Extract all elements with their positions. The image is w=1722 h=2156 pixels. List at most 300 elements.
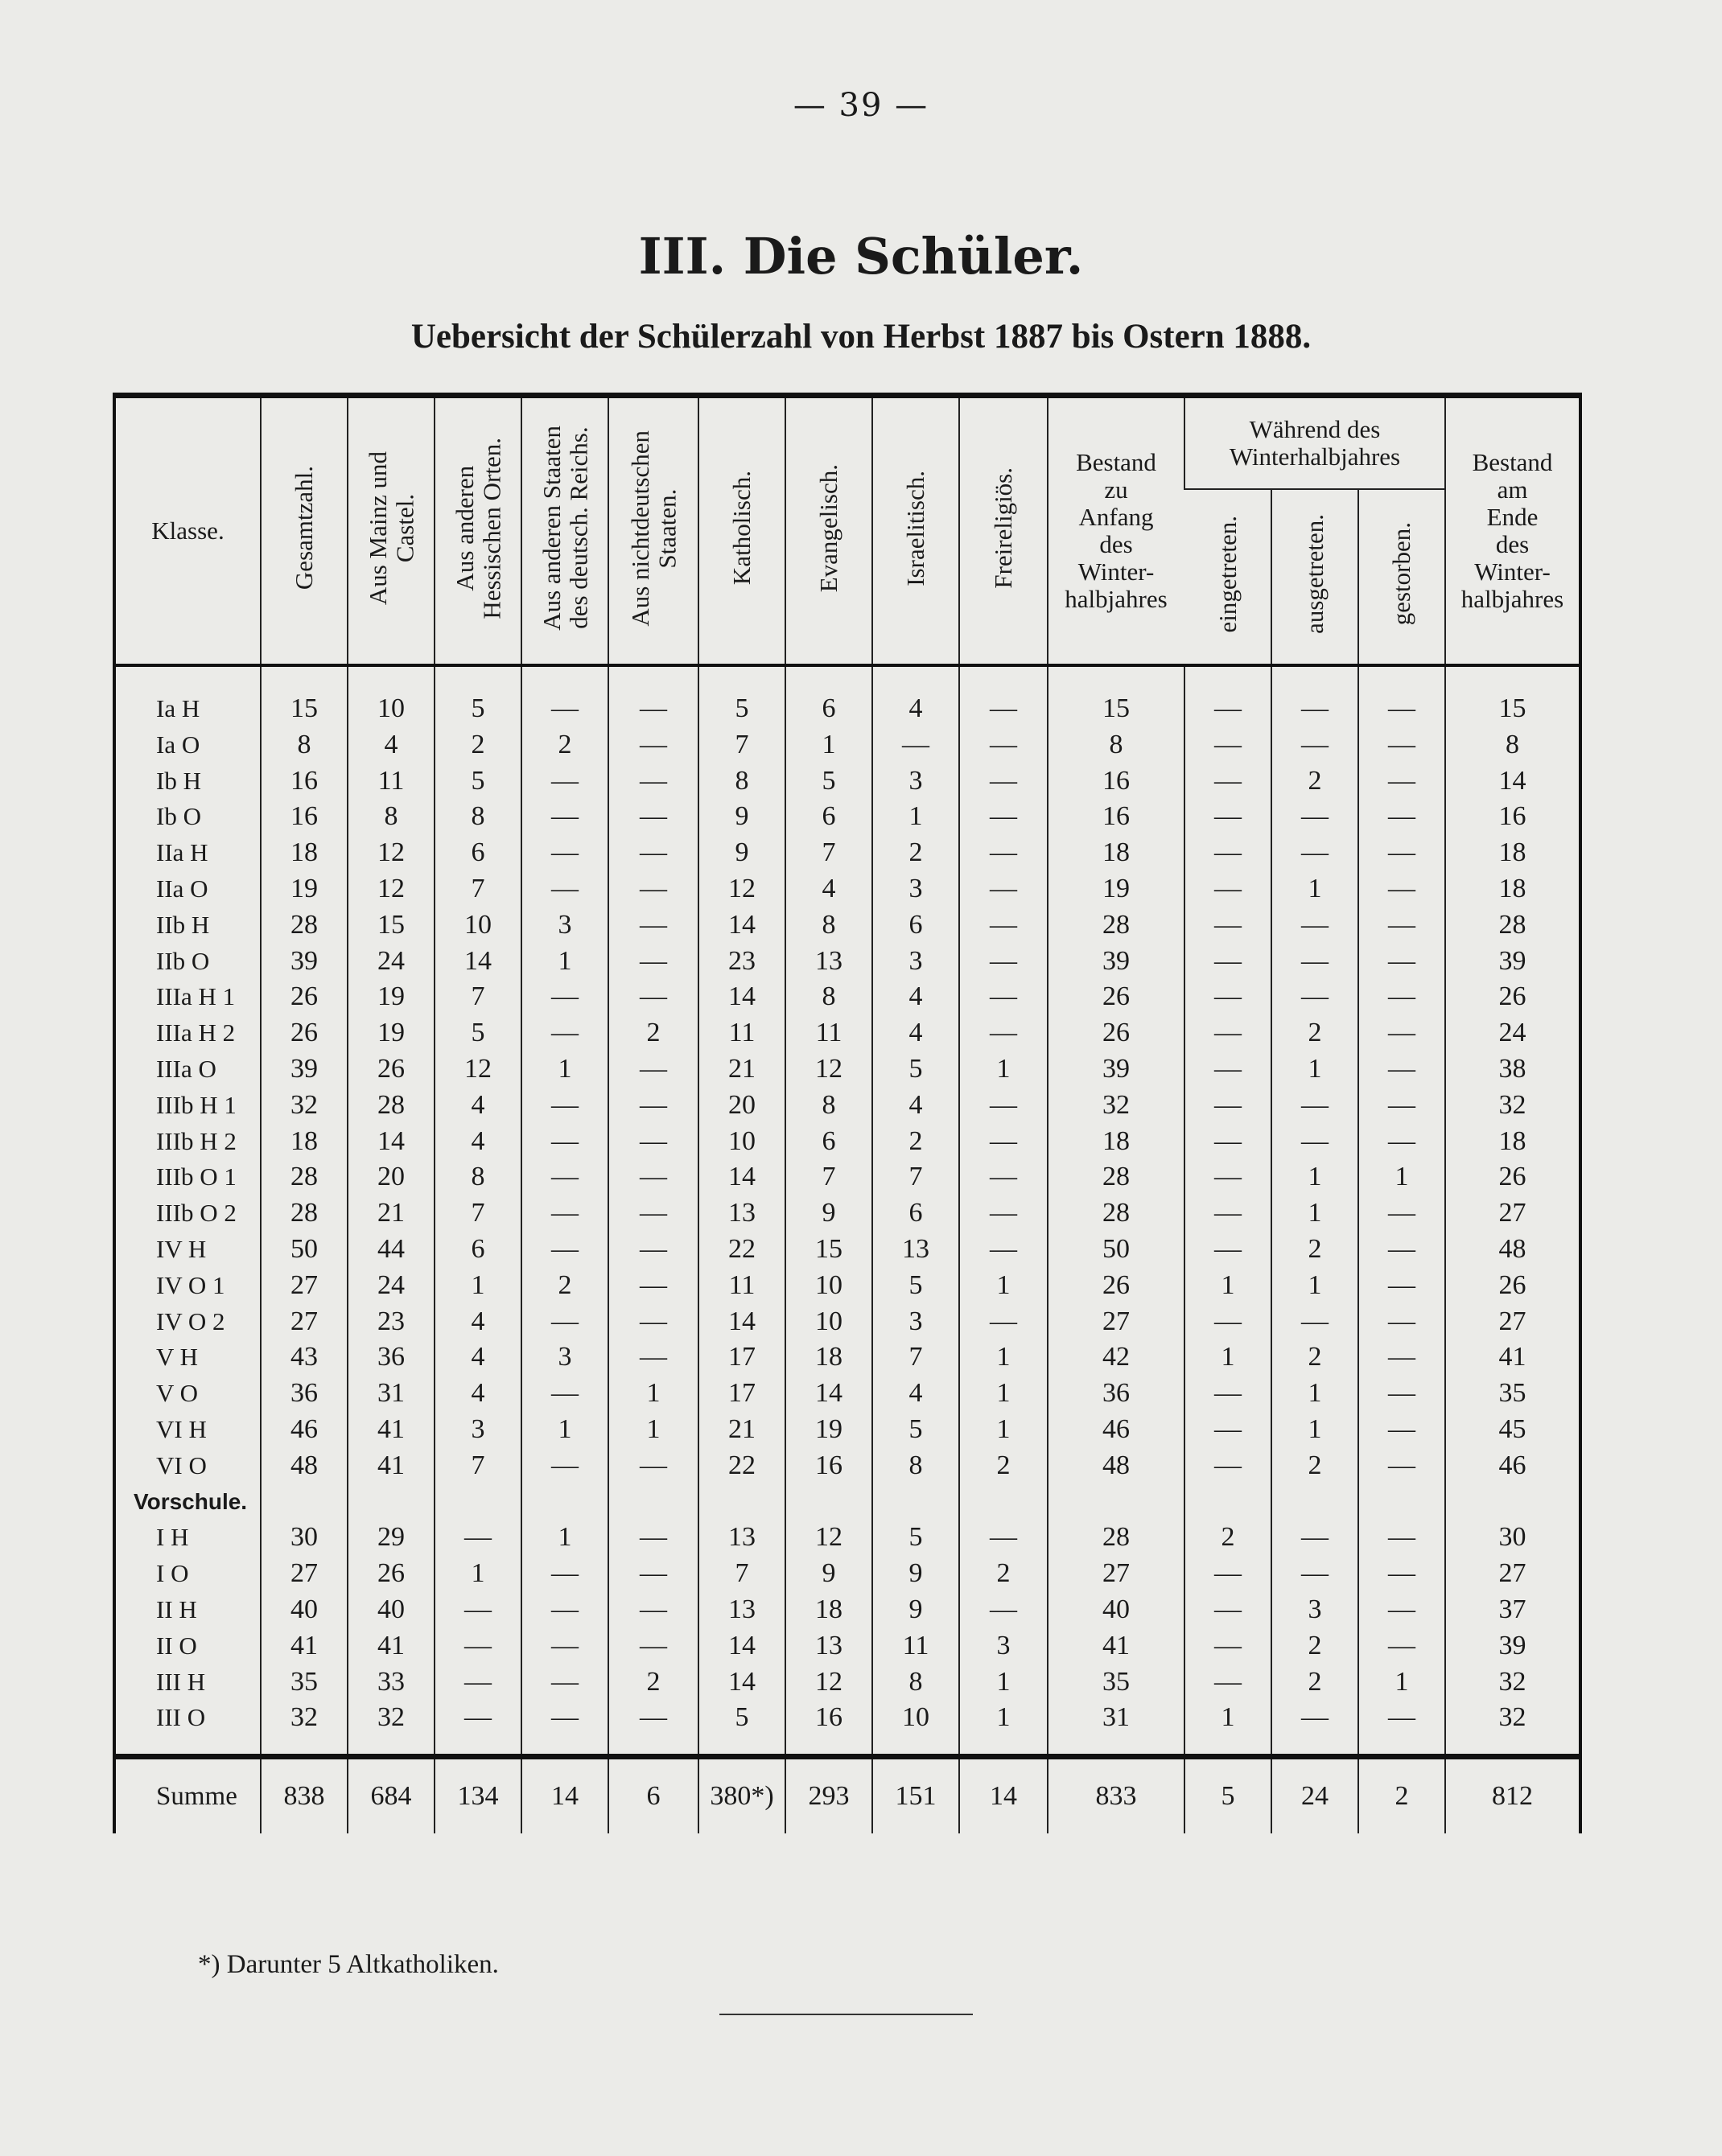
table-cell: 1 xyxy=(435,1556,521,1592)
table-cell: 3 xyxy=(959,1628,1048,1664)
table-cell: — xyxy=(608,1628,698,1664)
table-cell: — xyxy=(1358,1232,1445,1268)
table-cell: 7 xyxy=(785,835,872,871)
table-cell: 22 xyxy=(698,1232,785,1268)
table-cell: — xyxy=(1271,1520,1358,1556)
table-cell: — xyxy=(1184,1124,1271,1160)
cell-klasse: I H xyxy=(156,1523,189,1552)
table-cell: — xyxy=(1184,1304,1271,1340)
table-cell: — xyxy=(608,1124,698,1160)
header-mainz: Aus Mainz und Castel. xyxy=(348,396,435,666)
table-cell: 1 xyxy=(1184,1700,1271,1756)
cell-klasse: V H xyxy=(156,1343,198,1372)
table-cell: 12 xyxy=(435,1051,521,1088)
table-cell: — xyxy=(608,1339,698,1376)
header-ausgetreten: ausgetreten. xyxy=(1271,489,1358,665)
table-row xyxy=(114,1232,1580,1268)
table-row xyxy=(114,1664,1580,1701)
table-cell: 32 xyxy=(261,1700,348,1756)
table-cell: 11 xyxy=(872,1628,959,1664)
table-cell: 26 xyxy=(1445,979,1580,1015)
cell-klasse: IIIa H 2 xyxy=(156,1018,236,1047)
table-cell: — xyxy=(1184,1015,1271,1051)
table-cell: — xyxy=(608,835,698,871)
page-number: — 39 — xyxy=(793,87,929,124)
table-cell: — xyxy=(521,799,608,835)
table-cell: — xyxy=(435,1628,521,1664)
table-cell: — xyxy=(608,1159,698,1195)
table-cell: 15 xyxy=(261,665,348,727)
table-cell: 24 xyxy=(348,944,435,980)
table-cell: — xyxy=(1358,1556,1445,1592)
table-cell: — xyxy=(1358,979,1445,1015)
table-cell: — xyxy=(521,1088,608,1124)
table-cell: 14 xyxy=(698,1664,785,1701)
table-cell: 15 xyxy=(1048,665,1184,727)
table-cell: 4 xyxy=(872,665,959,727)
table-cell: 5 xyxy=(785,763,872,800)
table-cell: 28 xyxy=(1048,1520,1184,1556)
table-cell: 14 xyxy=(348,1124,435,1160)
section-title: III. Die Schüler. xyxy=(638,227,1084,286)
table-cell: 6 xyxy=(435,835,521,871)
cell-klasse: IV O 1 xyxy=(156,1270,225,1299)
table-cell: — xyxy=(959,799,1048,835)
table-cell: — xyxy=(1358,1376,1445,1412)
table-cell: — xyxy=(608,1304,698,1340)
table-cell: — xyxy=(608,871,698,907)
table-cell: — xyxy=(1184,1051,1271,1088)
table-cell: 26 xyxy=(1048,979,1184,1015)
table-cell: 39 xyxy=(1445,1628,1580,1664)
table-cell: 39 xyxy=(261,1051,348,1088)
table-cell: 8 xyxy=(785,907,872,944)
table-cell: — xyxy=(959,763,1048,800)
table-row xyxy=(114,1195,1580,1232)
table-cell: 48 xyxy=(261,1448,348,1484)
table-row xyxy=(114,1628,1580,1664)
table-footer xyxy=(114,1757,1580,1834)
statistics-table-wrapper xyxy=(113,393,1577,1833)
table-cell: — xyxy=(1184,835,1271,871)
table-body xyxy=(114,665,1580,1757)
header-hessisch: Aus anderen Hessischen Orten. xyxy=(435,396,521,666)
table-cell: 16 xyxy=(785,1700,872,1756)
table-cell: 27 xyxy=(1048,1556,1184,1592)
table-cell: 2 xyxy=(521,1268,608,1304)
table-cell: 10 xyxy=(785,1268,872,1304)
table-cell: 9 xyxy=(785,1556,872,1592)
cell-klasse: IIa H xyxy=(156,838,208,867)
table-cell: 2 xyxy=(872,835,959,871)
divider-line xyxy=(719,2014,973,2015)
table-row xyxy=(114,835,1580,871)
table-cell: — xyxy=(1271,944,1358,980)
table-cell: — xyxy=(1271,1700,1358,1756)
table-cell: — xyxy=(608,907,698,944)
table-cell: — xyxy=(1184,1195,1271,1232)
header-eingetreten: eingetreten. xyxy=(1184,489,1271,665)
table-cell: — xyxy=(1358,1339,1445,1376)
table-cell: 27 xyxy=(261,1304,348,1340)
table-cell: 2 xyxy=(435,727,521,763)
table-cell: — xyxy=(1184,979,1271,1015)
cell-klasse: V O xyxy=(156,1379,198,1408)
table-cell: — xyxy=(608,1700,698,1756)
table-cell: — xyxy=(1358,665,1445,727)
table-cell: — xyxy=(1271,799,1358,835)
table-cell: — xyxy=(521,1195,608,1232)
table-cell: 4 xyxy=(435,1339,521,1376)
table-cell: 48 xyxy=(1445,1232,1580,1268)
cell-klasse: IIIb O 2 xyxy=(156,1199,237,1228)
table-cell: — xyxy=(608,1232,698,1268)
table-cell: 3 xyxy=(1271,1592,1358,1628)
table-cell: 812 xyxy=(1445,1757,1580,1834)
cell-klasse: IIIa O xyxy=(156,1054,216,1083)
table-row xyxy=(114,1159,1580,1195)
table-cell: 1 xyxy=(959,1339,1048,1376)
table-row xyxy=(114,944,1580,980)
cell-klasse: II O xyxy=(156,1631,197,1660)
table-cell: 40 xyxy=(1048,1592,1184,1628)
table-cell: — xyxy=(959,907,1048,944)
table-cell: — xyxy=(959,1159,1048,1195)
table-cell: 14 xyxy=(698,979,785,1015)
cell-klasse: IV O 2 xyxy=(156,1306,225,1335)
empty-cell xyxy=(261,1484,348,1520)
table-cell: — xyxy=(1184,944,1271,980)
table-cell: 19 xyxy=(785,1412,872,1448)
table-cell: 35 xyxy=(1445,1376,1580,1412)
table-cell: 4 xyxy=(435,1304,521,1340)
table-cell: 26 xyxy=(1445,1268,1580,1304)
empty-cell xyxy=(608,1484,698,1520)
table-cell: 13 xyxy=(872,1232,959,1268)
table-cell: 14 xyxy=(698,1159,785,1195)
table-row xyxy=(114,979,1580,1015)
table-cell: 10 xyxy=(348,665,435,727)
table-cell: 41 xyxy=(348,1412,435,1448)
cell-klasse: IIa O xyxy=(156,874,208,903)
table-cell: 14 xyxy=(959,1757,1048,1834)
header-israelitisch: Israelitisch. xyxy=(872,396,959,666)
table-cell: 24 xyxy=(348,1268,435,1304)
table-row xyxy=(114,1700,1580,1756)
empty-cell xyxy=(1445,1484,1580,1520)
table-cell: 7 xyxy=(785,1159,872,1195)
cell-klasse: III H xyxy=(156,1667,206,1696)
table-cell: 20 xyxy=(348,1159,435,1195)
cell-klasse: IIIa H 1 xyxy=(156,982,236,1011)
table-cell: — xyxy=(521,1664,608,1701)
table-cell: 18 xyxy=(1445,871,1580,907)
table-cell: — xyxy=(608,799,698,835)
table-cell: 45 xyxy=(1445,1412,1580,1448)
table-cell: 4 xyxy=(785,871,872,907)
table-cell: 8 xyxy=(435,799,521,835)
table-cell: 39 xyxy=(1048,944,1184,980)
table-cell: 31 xyxy=(1048,1700,1184,1756)
table-cell: — xyxy=(1358,835,1445,871)
table-cell: 380*) xyxy=(698,1757,785,1834)
table-cell: 13 xyxy=(698,1520,785,1556)
table-cell: 35 xyxy=(1048,1664,1184,1701)
table-cell: — xyxy=(1358,1448,1445,1484)
table-cell: 27 xyxy=(1445,1304,1580,1340)
cell-klasse: III O xyxy=(156,1703,206,1732)
table-cell: 18 xyxy=(785,1339,872,1376)
table-cell: 18 xyxy=(1048,835,1184,871)
table-cell: — xyxy=(608,1520,698,1556)
table-cell: 15 xyxy=(1445,665,1580,727)
table-row xyxy=(114,763,1580,800)
table-cell: — xyxy=(872,727,959,763)
cell-klasse: IIIb H 1 xyxy=(156,1090,237,1119)
empty-cell xyxy=(1184,1484,1271,1520)
table-cell: 4 xyxy=(348,727,435,763)
table-cell: — xyxy=(1184,1664,1271,1701)
table-cell: — xyxy=(959,1520,1048,1556)
table-cell: 1 xyxy=(1271,1268,1358,1304)
table-row xyxy=(114,871,1580,907)
header-gestorben: gestorben. xyxy=(1358,489,1445,665)
table-cell: 2 xyxy=(1271,1628,1358,1664)
table-row xyxy=(114,1088,1580,1124)
table-cell: — xyxy=(1271,1304,1358,1340)
table-cell: 7 xyxy=(435,1448,521,1484)
table-cell: 4 xyxy=(435,1124,521,1160)
table-cell: 14 xyxy=(698,1628,785,1664)
table-cell: 1 xyxy=(959,1412,1048,1448)
table-cell: — xyxy=(1358,1268,1445,1304)
table-cell: 11 xyxy=(348,763,435,800)
table-row xyxy=(114,1304,1580,1340)
table-cell: 28 xyxy=(1048,1195,1184,1232)
table-cell: 26 xyxy=(1048,1268,1184,1304)
table-cell: 18 xyxy=(1445,835,1580,871)
table-cell: 4 xyxy=(435,1376,521,1412)
table-cell: 8 xyxy=(1445,727,1580,763)
table-cell: — xyxy=(1358,1195,1445,1232)
table-cell: 14 xyxy=(1445,763,1580,800)
table-cell: — xyxy=(959,835,1048,871)
table-cell: 18 xyxy=(1445,1124,1580,1160)
table-cell: 8 xyxy=(785,1088,872,1124)
table-cell: 40 xyxy=(261,1592,348,1628)
table-cell: 12 xyxy=(785,1664,872,1701)
table-cell: — xyxy=(1271,835,1358,871)
table-cell: 41 xyxy=(261,1628,348,1664)
empty-cell xyxy=(698,1484,785,1520)
cell-klasse: Summe xyxy=(114,1757,261,1834)
empty-cell xyxy=(521,1484,608,1520)
table-cell: 46 xyxy=(1445,1448,1580,1484)
table-cell: 21 xyxy=(348,1195,435,1232)
header-katholisch: Katholisch. xyxy=(698,396,785,666)
table-cell: 6 xyxy=(872,907,959,944)
table-cell: 24 xyxy=(1271,1757,1358,1834)
table-cell: 44 xyxy=(348,1232,435,1268)
table-cell: 3 xyxy=(435,1412,521,1448)
table-cell: — xyxy=(1184,1556,1271,1592)
table-cell: 4 xyxy=(872,1088,959,1124)
table-cell: — xyxy=(1358,1628,1445,1664)
table-cell: — xyxy=(1184,1412,1271,1448)
table-cell: — xyxy=(1184,1448,1271,1484)
table-row xyxy=(114,1556,1580,1592)
table-cell: 14 xyxy=(521,1757,608,1834)
table-cell: 9 xyxy=(698,799,785,835)
table-cell: 11 xyxy=(698,1268,785,1304)
table-cell: 5 xyxy=(872,1412,959,1448)
table-cell: 8 xyxy=(872,1664,959,1701)
table-cell: 10 xyxy=(435,907,521,944)
table-cell: 1 xyxy=(1271,871,1358,907)
table-cell: — xyxy=(1184,665,1271,727)
table-cell: — xyxy=(1358,1700,1445,1756)
header-nichtdeutsch: Aus nichtdeutschen Staaten. xyxy=(608,396,698,666)
table-cell: — xyxy=(959,979,1048,1015)
table-cell: — xyxy=(1358,1015,1445,1051)
footnote: *) Darunter 5 Altkatholiken. xyxy=(198,1950,499,1979)
table-cell: 8 xyxy=(872,1448,959,1484)
table-cell: 1 xyxy=(1271,1376,1358,1412)
table-cell: 2 xyxy=(521,727,608,763)
table-cell: — xyxy=(521,1700,608,1756)
table-cell: — xyxy=(959,1015,1048,1051)
table-cell: 5 xyxy=(872,1268,959,1304)
table-cell: 8 xyxy=(435,1159,521,1195)
table-cell: 1 xyxy=(959,1700,1048,1756)
table-cell: 3 xyxy=(872,763,959,800)
table-cell: — xyxy=(959,1232,1048,1268)
table-cell: — xyxy=(435,1700,521,1756)
table-cell: 19 xyxy=(348,1015,435,1051)
table-cell: — xyxy=(1271,727,1358,763)
table-row xyxy=(114,1339,1580,1376)
table-cell: 33 xyxy=(348,1664,435,1701)
table-cell: — xyxy=(959,871,1048,907)
table-cell: 31 xyxy=(348,1376,435,1412)
table-cell: 5 xyxy=(435,763,521,800)
table-cell: 1 xyxy=(785,727,872,763)
empty-cell xyxy=(348,1484,435,1520)
table-cell: 10 xyxy=(872,1700,959,1756)
table-cell: 3 xyxy=(521,1339,608,1376)
table-cell: 19 xyxy=(1048,871,1184,907)
table-cell: — xyxy=(521,1592,608,1628)
table-cell: 28 xyxy=(261,1159,348,1195)
table-cell: 12 xyxy=(785,1520,872,1556)
table-cell: 28 xyxy=(261,1195,348,1232)
cell-klasse: Ib O xyxy=(156,802,201,831)
table-row xyxy=(114,1448,1580,1484)
cell-klasse: Ia H xyxy=(156,694,200,722)
table-cell: 26 xyxy=(1445,1159,1580,1195)
header-freireligioes: Freireligiös. xyxy=(959,396,1048,666)
table-cell: 5 xyxy=(872,1051,959,1088)
table-cell: 12 xyxy=(698,871,785,907)
vorschule-label: Vorschule. xyxy=(134,1488,248,1514)
table-cell: — xyxy=(1271,979,1358,1015)
table-cell: — xyxy=(1358,871,1445,907)
table-cell: 19 xyxy=(261,871,348,907)
table-cell: 3 xyxy=(872,1304,959,1340)
table-cell: 50 xyxy=(261,1232,348,1268)
table-cell: 39 xyxy=(1048,1051,1184,1088)
table-cell: 20 xyxy=(698,1088,785,1124)
table-cell: 9 xyxy=(872,1592,959,1628)
table-cell: 27 xyxy=(1445,1195,1580,1232)
table-cell: 28 xyxy=(1048,1159,1184,1195)
table-cell: — xyxy=(1184,1628,1271,1664)
table-cell: 4 xyxy=(872,1015,959,1051)
table-cell: 8 xyxy=(348,799,435,835)
table-cell: 37 xyxy=(1445,1592,1580,1628)
cell-klasse: VI O xyxy=(156,1450,207,1479)
header-klasse: Klasse. xyxy=(114,396,261,666)
table-cell: 26 xyxy=(261,979,348,1015)
table-cell: 32 xyxy=(1445,1700,1580,1756)
empty-cell xyxy=(435,1484,521,1520)
table-cell: 13 xyxy=(698,1195,785,1232)
table-row xyxy=(114,1268,1580,1304)
table-cell: 1 xyxy=(1271,1051,1358,1088)
table-cell: — xyxy=(1271,1124,1358,1160)
table-cell: — xyxy=(959,665,1048,727)
table-cell: — xyxy=(435,1664,521,1701)
table-cell: 48 xyxy=(1048,1448,1184,1484)
header-bestand-anfang: Bestand zu Anfang des Winter- halbjahres xyxy=(1048,396,1184,666)
table-cell: 32 xyxy=(1445,1088,1580,1124)
table-cell: 9 xyxy=(698,835,785,871)
empty-cell xyxy=(872,1484,959,1520)
table-cell: 6 xyxy=(785,799,872,835)
table-cell: — xyxy=(521,1159,608,1195)
table-cell: — xyxy=(1358,1304,1445,1340)
table-cell: 684 xyxy=(348,1757,435,1834)
table-cell: — xyxy=(1358,1051,1445,1088)
header-bestand-ende: Bestand am Ende des Winter- halbjahres xyxy=(1445,396,1580,666)
header-gesamtzahl: Gesamtzahl. xyxy=(261,396,348,666)
table-cell: 5 xyxy=(872,1520,959,1556)
table-cell: 5 xyxy=(1184,1757,1271,1834)
table-cell: 16 xyxy=(1048,799,1184,835)
cell-klasse: II H xyxy=(156,1594,197,1623)
table-row xyxy=(114,1412,1580,1448)
table-cell: 2 xyxy=(1271,763,1358,800)
table-cell: 26 xyxy=(348,1051,435,1088)
table-cell: 5 xyxy=(435,665,521,727)
table-cell: 30 xyxy=(1445,1520,1580,1556)
table-cell: — xyxy=(1271,1556,1358,1592)
table-cell: — xyxy=(1358,944,1445,980)
table-cell: 1 xyxy=(435,1268,521,1304)
header-deutsch: Aus anderen Staaten des deutsch. Reichs. xyxy=(521,396,608,666)
table-cell: 16 xyxy=(261,799,348,835)
table-cell: — xyxy=(521,1448,608,1484)
table-cell: — xyxy=(608,944,698,980)
table-cell: 41 xyxy=(1445,1339,1580,1376)
cell-klasse: IIb O xyxy=(156,946,210,975)
table-cell: 5 xyxy=(435,1015,521,1051)
table-cell: 134 xyxy=(435,1757,521,1834)
table-cell: 2 xyxy=(959,1556,1048,1592)
table-cell: 7 xyxy=(435,979,521,1015)
table-cell: 8 xyxy=(785,979,872,1015)
table-cell: — xyxy=(521,1376,608,1412)
